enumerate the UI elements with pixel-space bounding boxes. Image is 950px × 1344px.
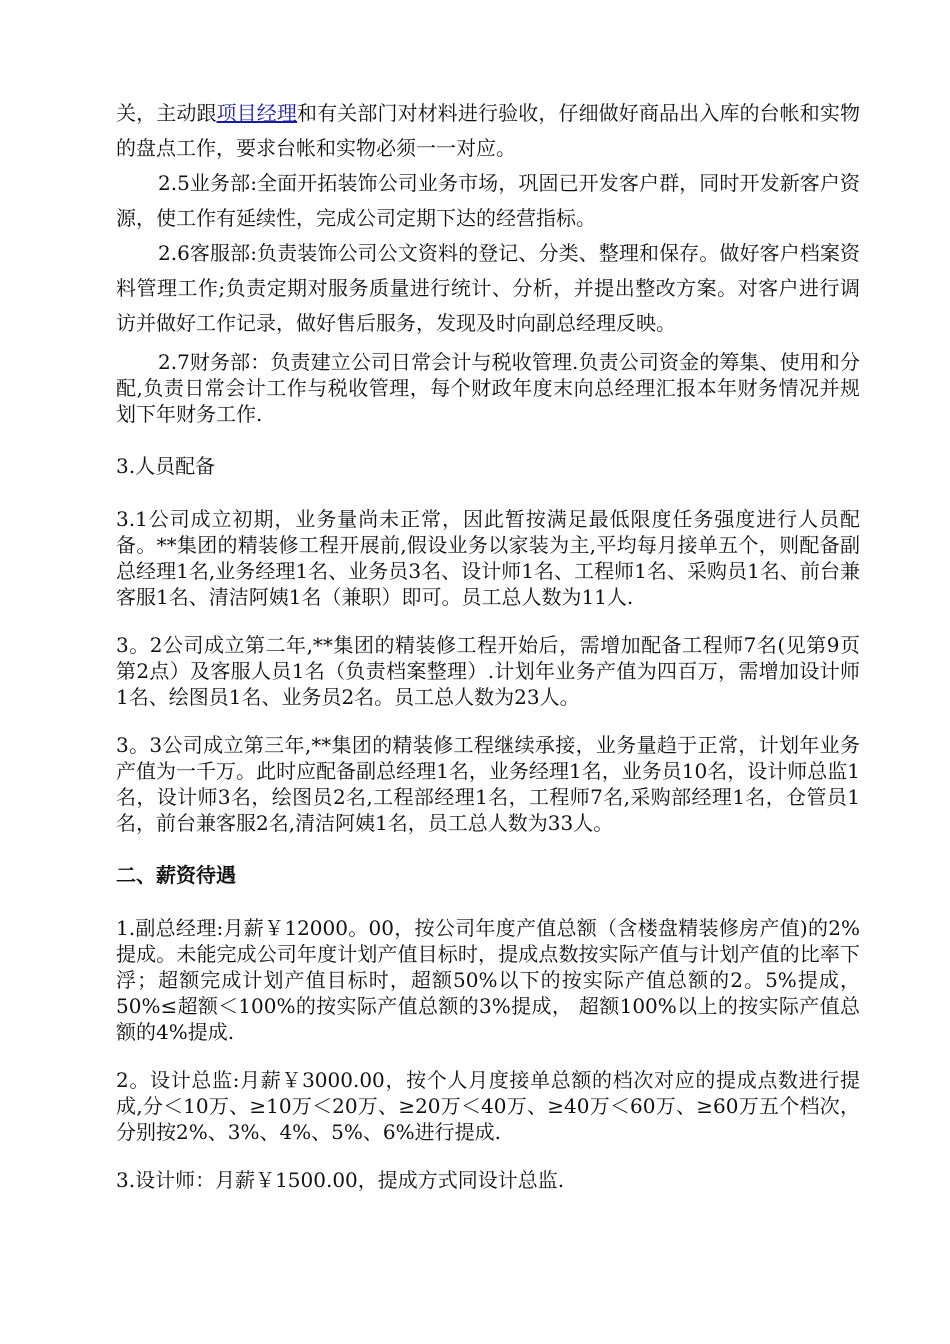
- paragraph-text: 关，主动跟: [116, 101, 217, 125]
- paragraph-warehouse-duty: [116, 96, 860, 166]
- paragraph-staffing-year-1: 3.1公司成立初期，业务量尚未正常，因此暂按满足最低限度任务强度进行人员配备。**集团的精装修工程开展前,假设业务以家装为主,平均每月接单五个，则配备副总经理1名,业务经理1名、业务员3名、设计师1名、工程师1名、采购员1名、前台兼客服1名、清洁阿姨1名（兼职）即可。员工总人数为11人.: [116, 507, 860, 609]
- section-heading-staffing: 3.人员配备: [116, 454, 216, 478]
- paragraph-text: 和有关部门对材料进行验收，仔细做好商品出入库的台帐和实物的盘点工作，要求台帐和实物必须一一对应。: [116, 101, 861, 160]
- paragraph-staffing-year-2: 3。2公司成立第二年,**集团的精装修工程开始后，需增加配备工程师7名(见第9页第2点）及客服人员1名（负责档案整理）.计划年业务产值为四百万，需增加设计师1名、绘图员1名、业务员2名。员工总人数为23人。: [116, 633, 860, 709]
- paragraph-staffing-year-3: 3。3公司成立第三年,**集团的精装修工程继续承接，业务量趋于正常，计划年业务产值为一千万。此时应配备副总经理1名，业务经理1名，业务员10名，设计师总监1名，设计师3名，绘图员2名,工程部经理1名，工程师7名,采购部经理1名，仓管员1名，前台兼客服2名,清洁阿姨1名，员工总人数为33人。: [116, 733, 860, 835]
- paragraph-business-dept: 2.5业务部:全面开拓装饰公司业务市场，巩固已开发客户群，同时开发新客户资源，使工作有延续性，完成公司定期下达的经营指标。: [116, 171, 860, 230]
- paragraph-salary-designer: 3.设计师：月薪￥1500.00，提成方式同设计总监.: [116, 1168, 565, 1192]
- document-body: [116, 96, 860, 1193]
- section-heading-salary: 二、薪资待遇: [116, 863, 236, 887]
- paragraph-salary-design-director: 2。设计总监:月薪￥3000.00，按个人月度接单总额的档次对应的提成点数进行提成,分＜10万、≥10万＜20万、≥20万＜40万、≥40万＜60万、≥60万五个档次，分别按2%、3%、4%、5%、6%进行提成.: [116, 1068, 860, 1144]
- project-manager-link[interactable]: 项目经理: [216, 101, 298, 125]
- paragraph-finance-dept: 2.7财务部：负责建立公司日常会计与税收管理.负责公司资金的筹集、使用和分配,负责日常会计工作与税收管理，每个财政年度末向总经理汇报本年财务情况并规划下年财务工作.: [116, 350, 860, 426]
- paragraph-salary-deputy-gm: 1.副总经理:月薪￥12000。00，按公司年度产值总额（含楼盘精装修房产值)的2%提成。未能完成公司年度计划产值目标时，提成点数按实际产值与计划产值的比率下浮；超额完成计划产值目标时，超额50%以下的按实际产值总额的2。5%提成，50%≤超额＜100%的按实际产值总额的3%提成， 超额100%以上的按实际产值总额的4%提成.: [116, 916, 860, 1044]
- paragraph-customer-service-dept: 2.6客服部:负责装饰公司公文资料的登记、分类、整理和保存。做好客户档案资料管理工作;负责定期对服务质量进行统计、分析，并提出整改方案。对客户进行调访并做好工作记录，做好售后服务，发现及时向副总经理反映。: [116, 241, 860, 335]
